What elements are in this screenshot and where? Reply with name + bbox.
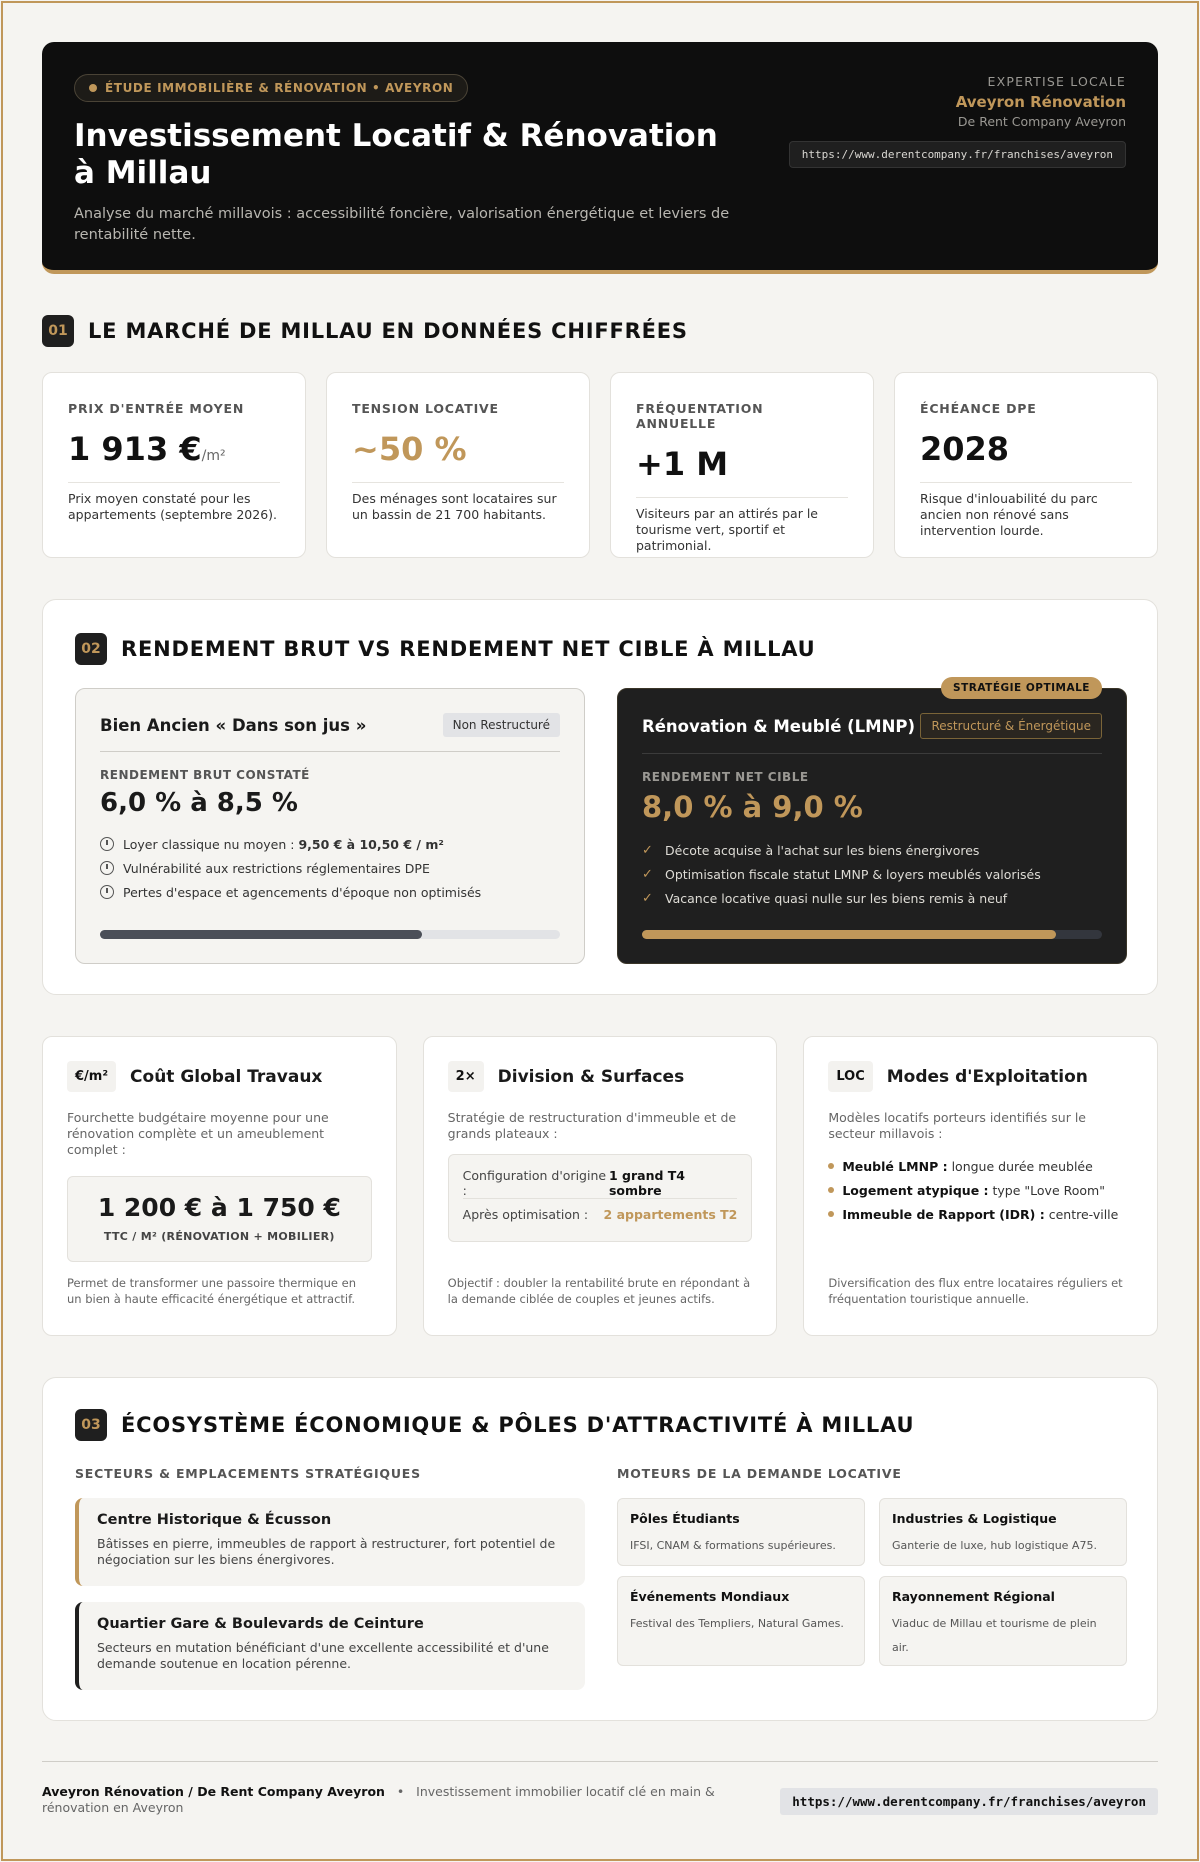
list-item: [828, 1202, 1133, 1226]
yield-label: RENDEMENT BRUT CONSTATÉ: [100, 768, 310, 782]
section-title: RENDEMENT BRUT VS RENDEMENT NET CIBLE À MILLAU: [121, 637, 816, 661]
modes-list: [828, 1154, 1133, 1226]
brand-block: [789, 74, 1126, 168]
list-item-text: Vulnérabilité aux restrictions réglementaires DPE: [123, 860, 430, 876]
page-subtitle: Analyse du marché millavois : accessibilité foncière, valorisation énergétique et leviers de rentabilité nette.: [74, 206, 730, 243]
mode-name: Immeuble de Rapport (IDR) :: [842, 1206, 1045, 1222]
section-number: 03: [75, 1409, 107, 1441]
card-title: Modes d'Exploitation: [886, 1066, 1088, 1087]
section-number: 01: [42, 315, 74, 347]
bullet-icon: [828, 1187, 834, 1193]
stat-card-dpe: [894, 372, 1158, 558]
yield-progress-bar: [642, 930, 1102, 939]
footer-url-link[interactable]: https://www.derentcompany.fr/franchises/aveyron: [780, 1788, 1158, 1815]
zone-card-historic-center: [75, 1498, 585, 1586]
driver-card-events: [617, 1576, 865, 1666]
bullet-icon: [828, 1211, 834, 1217]
stat-label: ÉCHÉANCE DPE: [920, 401, 1037, 416]
stat-card-visitors: [610, 372, 874, 558]
works-cost-card: [42, 1036, 397, 1336]
card-header: [67, 1061, 372, 1092]
footer-brand: Aveyron Rénovation / De Rent Company Aveyron: [42, 1784, 385, 1799]
list-item-emphasis: 9,50 € à 10,50 € / m²: [298, 836, 444, 852]
check-icon: ✓: [642, 866, 653, 882]
zone-title: Quartier Gare & Boulevards de Ceinture: [97, 1616, 424, 1632]
multiply-icon: 2×: [448, 1061, 484, 1092]
card-footnote: Diversification des flux entre locataires réguliers et fréquentation touristique annuelle.: [828, 1276, 1123, 1306]
division-card: [423, 1036, 778, 1336]
list-item: [642, 862, 1102, 886]
footer-separator: •: [396, 1784, 405, 1799]
card-footnote: Objectif : doubler la rentabilité brute en répondant à la demande ciblée de couples et jeunes actifs.: [447, 1276, 751, 1306]
benefit-list: [642, 838, 1102, 910]
stat-value: ~50 %: [352, 430, 467, 468]
driver-description: IFSI, CNAM & formations supérieures.: [630, 1539, 836, 1552]
stat-card-price: [42, 372, 306, 558]
old-property-card: [75, 688, 585, 964]
info-circle-icon: [100, 837, 114, 851]
status-badge: Restructuré & Énergétique: [920, 713, 1102, 739]
operating-modes-card: [803, 1036, 1158, 1336]
divider: [68, 482, 280, 483]
stat-description: Des ménages sont locataires sur un bassin de 21 700 habitants.: [352, 491, 557, 522]
cost-value: 1 200 € à 1 750 €: [97, 1193, 341, 1222]
stat-description: Prix moyen constaté pour les appartements (septembre 2026).: [68, 491, 278, 522]
config-row-optimized: [463, 1198, 738, 1229]
card-title: Coût Global Travaux: [130, 1066, 323, 1087]
row-value: 2 appartements T2: [603, 1206, 738, 1222]
section-title: LE MARCHÉ DE MILLAU EN DONNÉES CHIFFRÉES: [88, 319, 688, 343]
row-value: 1 grand T4 sombre: [608, 1167, 685, 1198]
drawback-list: [100, 832, 560, 904]
driver-title: Pôles Étudiants: [630, 1511, 740, 1526]
pill-dot-icon: [89, 84, 97, 92]
yield-value: 8,0 % à 9,0 %: [642, 790, 863, 824]
driver-title: Industries & Logistique: [892, 1511, 1057, 1526]
section-3-heading: [75, 1409, 914, 1441]
config-row-origin: [463, 1167, 738, 1198]
check-icon: ✓: [642, 842, 653, 858]
driver-title: Événements Mondiaux: [630, 1589, 790, 1604]
yield-progress-bar: [100, 930, 560, 939]
driver-title: Rayonnement Régional: [892, 1589, 1055, 1604]
section-2-heading: [75, 633, 816, 665]
card-intro: Stratégie de restructuration d'immeuble et de grands plateaux :: [447, 1110, 737, 1141]
cost-unit-label: TTC / M² (RÉNOVATION + MOBILIER): [103, 1230, 335, 1243]
driver-description: Ganterie de luxe, hub logistique A75.: [892, 1539, 1097, 1552]
brand-name: Aveyron Rénovation: [955, 93, 1126, 111]
info-cards-row: [42, 1036, 1158, 1336]
list-item: [642, 838, 1102, 862]
stat-card-tension: [326, 372, 590, 558]
list-item: [828, 1154, 1133, 1178]
card-header: [642, 713, 1102, 754]
pill-label: ÉTUDE IMMOBILIÈRE & RÉNOVATION • AVEYRON: [105, 81, 454, 95]
yield-comparison-panel: [42, 599, 1158, 995]
divider: [352, 482, 564, 483]
ecosystem-panel: [42, 1377, 1158, 1721]
list-item-prefix: Loyer classique nu moyen :: [123, 836, 299, 852]
divider: [636, 497, 848, 498]
info-circle-icon: [100, 885, 114, 899]
info-circle-icon: [100, 861, 114, 875]
stat-label: PRIX D'ENTRÉE MOYEN: [68, 401, 245, 416]
card-header: [100, 713, 560, 752]
list-item-text: [842, 1183, 1105, 1198]
list-item: [642, 886, 1102, 910]
rental-icon: LOC: [828, 1061, 872, 1092]
mode-detail: centre-ville: [1044, 1206, 1119, 1222]
list-item: [100, 880, 560, 904]
list-item-text: [842, 1207, 1118, 1222]
mode-name: Meublé LMNP :: [842, 1158, 948, 1174]
list-item-text: [123, 837, 444, 852]
expertise-label: EXPERTISE LOCALE: [987, 74, 1126, 89]
stat-value: [68, 430, 280, 468]
row-label: Après optimisation :: [462, 1206, 589, 1222]
hero-header: [42, 42, 1158, 274]
list-item: [100, 832, 560, 856]
card-intro: Fourchette budgétaire moyenne pour une rénovation complète et un ameublement complet :: [67, 1110, 329, 1157]
category-pill: [74, 74, 468, 102]
list-item-text: Pertes d'espace et agencements d'époque non optimisés: [123, 884, 482, 900]
row-label: Configuration d'origine :: [462, 1167, 607, 1198]
driver-card-industry: [879, 1498, 1127, 1566]
list-item-text: Décote acquise à l'achat sur les biens énergivores: [665, 842, 980, 858]
mode-detail: type "Love Room": [988, 1182, 1105, 1198]
stat-description: Risque d'inlouabilité du parc ancien non rénové sans intervention lourde.: [920, 491, 1098, 538]
configuration-box: [448, 1154, 753, 1242]
zone-title: Centre Historique & Écusson: [97, 1512, 332, 1528]
zone-card-station-district: [75, 1602, 585, 1690]
card-footnote: Permet de transformer une passoire thermique en un bien à haute efficacité énergétique et attractif.: [67, 1276, 356, 1306]
card-title: Division & Surfaces: [497, 1066, 685, 1087]
page-title: Investissement Locatif & Rénovation à Millau: [74, 118, 718, 191]
cost-range-box: [67, 1176, 372, 1262]
check-icon: ✓: [642, 890, 653, 906]
yield-label: RENDEMENT NET CIBLE: [642, 770, 809, 784]
driver-description: Viaduc de Millau et tourisme de plein air.: [892, 1617, 1097, 1654]
zone-description: Bâtisses en pierre, immeubles de rapport à restructurer, fort potentiel de négociation sur les biens énergivores.: [97, 1536, 556, 1567]
list-item-text: [842, 1159, 1092, 1174]
mode-name: Logement atypique :: [842, 1182, 989, 1198]
stat-value-number: 1 913 €: [68, 430, 202, 468]
stat-description: Visiteurs par an attirés par le tourisme vert, sportif et patrimonial.: [636, 506, 818, 553]
zone-description: Secteurs en mutation bénéficiant d'une excellente accessibilité et d'une demande soutenue en location pérenne.: [97, 1640, 549, 1671]
footer-tagline: Investissement immobilier locatif clé en main & rénovation en Aveyron: [42, 1784, 715, 1815]
stat-label: TENSION LOCATIVE: [352, 401, 499, 416]
progress-fill: [642, 930, 1056, 939]
optimal-strategy-badge: STRATÉGIE OPTIMALE: [941, 677, 1102, 699]
list-item-text: Optimisation fiscale statut LMNP & loyers meublés valorisés: [665, 866, 1041, 882]
status-badge: Non Restructuré: [443, 713, 560, 737]
stat-value: +1 M: [636, 445, 729, 483]
progress-fill: [100, 930, 422, 939]
driver-description: Festival des Templiers, Natural Games.: [630, 1617, 844, 1630]
euro-per-m2-icon: €/m²: [67, 1061, 116, 1092]
yield-value: 6,0 % à 8,5 %: [100, 788, 298, 818]
demand-drivers-heading: MOTEURS DE LA DEMANDE LOCATIVE: [617, 1466, 902, 1481]
card-header: [448, 1061, 753, 1092]
company-name: De Rent Company Aveyron: [957, 114, 1126, 129]
footer-text: [42, 1784, 782, 1816]
section-1-heading: [42, 315, 1158, 347]
card-intro: Modèles locatifs porteurs identifiés sur le secteur millavois :: [828, 1110, 1086, 1141]
mode-detail: longue durée meublée: [947, 1158, 1093, 1174]
stat-value: 2028: [920, 430, 1010, 468]
section-number: 02: [75, 633, 107, 665]
divider: [920, 482, 1132, 483]
section-title: ÉCOSYSTÈME ÉCONOMIQUE & PÔLES D'ATTRACTIVITÉ À MILLAU: [121, 1413, 915, 1437]
list-item-text: Vacance locative quasi nulle sur les biens remis à neuf: [665, 890, 1008, 906]
header-url-link[interactable]: https://www.derentcompany.fr/franchises/aveyron: [789, 141, 1126, 168]
stats-row: [42, 372, 1158, 558]
card-header: [828, 1061, 1133, 1092]
card-title: Rénovation & Meublé (LMNP): [642, 716, 916, 736]
sectors-heading: SECTEURS & EMPLACEMENTS STRATÉGIQUES: [75, 1466, 421, 1481]
driver-card-students: [617, 1498, 865, 1566]
renovated-property-card: [617, 682, 1127, 964]
stat-label: FRÉQUENTATION ANNUELLE: [636, 401, 764, 431]
page-footer: [42, 1761, 1158, 1831]
list-item: [100, 856, 560, 880]
card-title: Bien Ancien « Dans son jus »: [100, 715, 367, 735]
stat-unit: /m²: [201, 448, 226, 464]
bullet-icon: [828, 1163, 834, 1169]
driver-card-regional: [879, 1576, 1127, 1666]
list-item: [828, 1178, 1133, 1202]
